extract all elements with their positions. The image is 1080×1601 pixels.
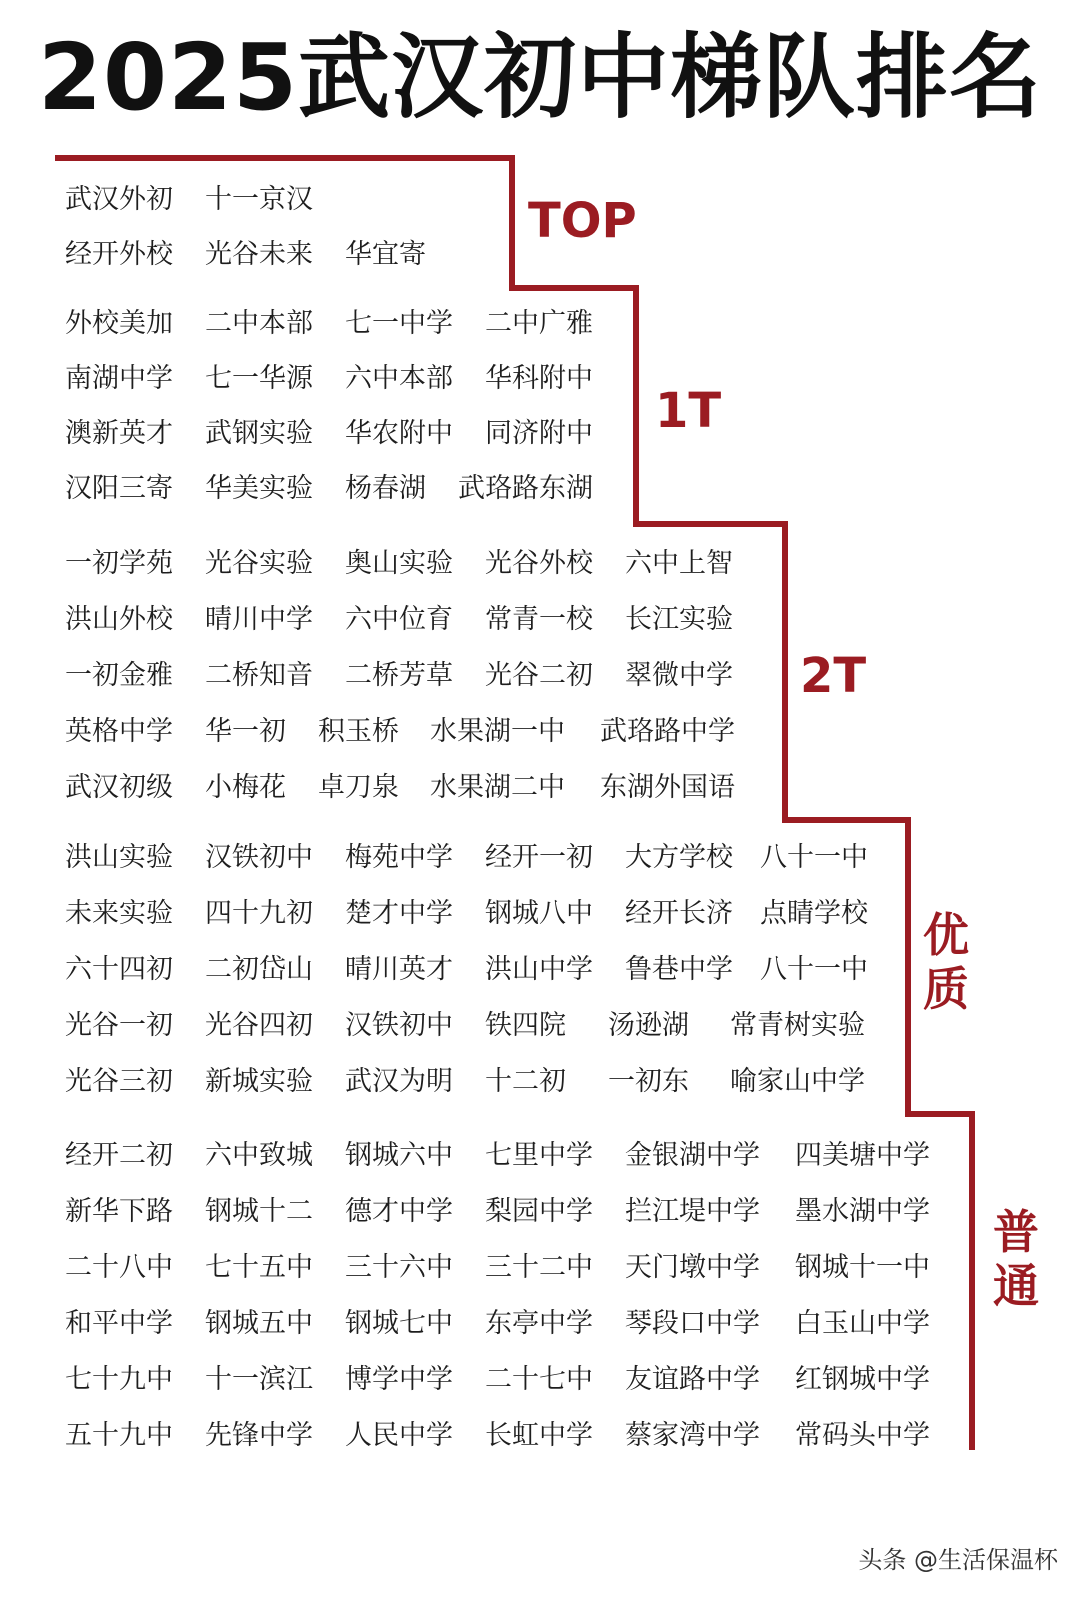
school-name: 水果湖一中 [430, 716, 565, 747]
school-name: 卓刀泉 [318, 772, 399, 803]
school-name: 光谷一初 [65, 1010, 173, 1041]
school-name: 华美实验 [205, 473, 313, 504]
school-name: 经开外校 [65, 239, 173, 270]
school-name: 武汉初级 [65, 772, 173, 803]
school-name: 光谷二初 [485, 660, 593, 691]
school-name: 汉阳三寄 [65, 473, 173, 504]
school-name: 晴川英才 [345, 954, 453, 985]
school-name: 博学中学 [345, 1364, 453, 1395]
school-name: 铁四院 [485, 1010, 566, 1041]
school-name: 钢城六中 [345, 1140, 453, 1171]
school-name: 八十一中 [760, 842, 868, 873]
school-name: 大方学校 [625, 842, 733, 873]
school-name: 武珞路中学 [600, 716, 735, 747]
school-name: 光谷三初 [65, 1066, 173, 1097]
school-name: 武钢实验 [205, 418, 313, 449]
school-name: 武汉为明 [345, 1066, 453, 1097]
school-name: 钢城五中 [205, 1308, 313, 1339]
school-name: 小梅花 [205, 772, 286, 803]
school-name: 三十六中 [345, 1252, 453, 1283]
school-name: 经开二初 [65, 1140, 173, 1171]
school-name: 七十五中 [205, 1252, 313, 1283]
school-name: 晴川中学 [205, 604, 313, 635]
school-name: 杨春湖 [345, 473, 426, 504]
tier-label-2t: 2T [800, 648, 867, 704]
school-name: 常青树实验 [730, 1010, 865, 1041]
school-name: 三十二中 [485, 1252, 593, 1283]
school-name: 白玉山中学 [795, 1308, 930, 1339]
school-name: 钢城十二 [205, 1196, 313, 1227]
school-name: 一初金雅 [65, 660, 173, 691]
school-name: 喻家山中学 [730, 1066, 865, 1097]
school-name: 十一京汉 [205, 184, 313, 215]
school-name: 二中广雅 [485, 308, 593, 339]
school-name: 七一华源 [205, 363, 313, 394]
school-name: 汤逊湖 [608, 1010, 689, 1041]
school-name: 常码头中学 [795, 1420, 930, 1451]
school-name: 新城实验 [205, 1066, 313, 1097]
school-name: 水果湖二中 [430, 772, 565, 803]
school-name: 六中位育 [345, 604, 453, 635]
school-name: 二中本部 [205, 308, 313, 339]
school-name: 人民中学 [345, 1420, 453, 1451]
school-name: 澳新英才 [65, 418, 173, 449]
school-name: 红钢城中学 [795, 1364, 930, 1395]
school-name: 天门墩中学 [625, 1252, 760, 1283]
school-name: 东亭中学 [485, 1308, 593, 1339]
school-name: 八十一中 [760, 954, 868, 985]
school-name: 翠微中学 [625, 660, 733, 691]
school-name: 钢城七中 [345, 1308, 453, 1339]
school-name: 梨园中学 [485, 1196, 593, 1227]
school-name: 五十九中 [65, 1420, 173, 1451]
school-name: 钢城八中 [485, 898, 593, 929]
school-name: 十二初 [485, 1066, 566, 1097]
school-name: 蔡家湾中学 [625, 1420, 760, 1451]
school-name: 六中上智 [625, 548, 733, 579]
school-name: 华农附中 [345, 418, 453, 449]
tier-label-top: TOP [528, 193, 637, 249]
school-name: 钢城十一中 [795, 1252, 930, 1283]
school-name: 东湖外国语 [600, 772, 735, 803]
school-name: 六中致城 [205, 1140, 313, 1171]
school-name: 六中本部 [345, 363, 453, 394]
school-name: 长江实验 [625, 604, 733, 635]
school-name: 琴段口中学 [625, 1308, 760, 1339]
school-name: 一初学苑 [65, 548, 173, 579]
school-name: 洪山中学 [485, 954, 593, 985]
page-title: 2025武汉初中梯队排名 [37, 24, 1043, 131]
school-name: 六十四初 [65, 954, 173, 985]
school-name: 英格中学 [65, 716, 173, 747]
school-name: 汉铁初中 [345, 1010, 453, 1041]
school-name: 二十七中 [485, 1364, 593, 1395]
school-name: 友谊路中学 [625, 1364, 760, 1395]
school-name: 四十九初 [205, 898, 313, 929]
school-name: 梅苑中学 [345, 842, 453, 873]
school-name: 十一滨江 [205, 1364, 313, 1395]
school-name: 光谷四初 [205, 1010, 313, 1041]
school-name: 拦江堤中学 [625, 1196, 760, 1227]
school-name: 光谷未来 [205, 239, 313, 270]
school-name: 鲁巷中学 [625, 954, 733, 985]
school-name: 华宜寄 [345, 239, 426, 270]
school-name: 华一初 [205, 716, 286, 747]
tier-label-premium: 优质 [923, 908, 969, 1016]
school-name: 积玉桥 [318, 716, 399, 747]
tier-label-ordinary: 普通 [993, 1205, 1039, 1313]
tier-label-1t: 1T [655, 383, 722, 439]
school-name: 先锋中学 [205, 1420, 313, 1451]
school-name: 同济附中 [485, 418, 593, 449]
school-name: 光谷实验 [205, 548, 313, 579]
school-name: 楚才中学 [345, 898, 453, 929]
school-name: 未来实验 [65, 898, 173, 929]
school-name: 常青一校 [485, 604, 593, 635]
school-name: 一初东 [608, 1066, 689, 1097]
school-name: 奥山实验 [345, 548, 453, 579]
school-name: 长虹中学 [485, 1420, 593, 1451]
school-name: 洪山外校 [65, 604, 173, 635]
school-name: 四美塘中学 [795, 1140, 930, 1171]
school-name: 七十九中 [65, 1364, 173, 1395]
school-name: 经开一初 [485, 842, 593, 873]
school-name: 新华下路 [65, 1196, 173, 1227]
school-name: 二桥知音 [205, 660, 313, 691]
school-name: 外校美加 [65, 308, 173, 339]
school-name: 二十八中 [65, 1252, 173, 1283]
school-name: 武汉外初 [65, 184, 173, 215]
school-name: 德才中学 [345, 1196, 453, 1227]
school-name: 二桥芳草 [345, 660, 453, 691]
school-name: 武珞路东湖 [458, 473, 593, 504]
school-name: 汉铁初中 [205, 842, 313, 873]
school-name: 七里中学 [485, 1140, 593, 1171]
school-name: 经开长济 [625, 898, 733, 929]
school-name: 点睛学校 [760, 898, 868, 929]
school-name: 七一中学 [345, 308, 453, 339]
school-name: 洪山实验 [65, 842, 173, 873]
school-name: 二初岱山 [205, 954, 313, 985]
school-name: 华科附中 [485, 363, 593, 394]
school-name: 和平中学 [65, 1308, 173, 1339]
school-name: 光谷外校 [485, 548, 593, 579]
watermark: 头条 @生活保温杯 [858, 1546, 1058, 1574]
school-name: 墨水湖中学 [795, 1196, 930, 1227]
school-name: 金银湖中学 [625, 1140, 760, 1171]
school-name: 南湖中学 [65, 363, 173, 394]
